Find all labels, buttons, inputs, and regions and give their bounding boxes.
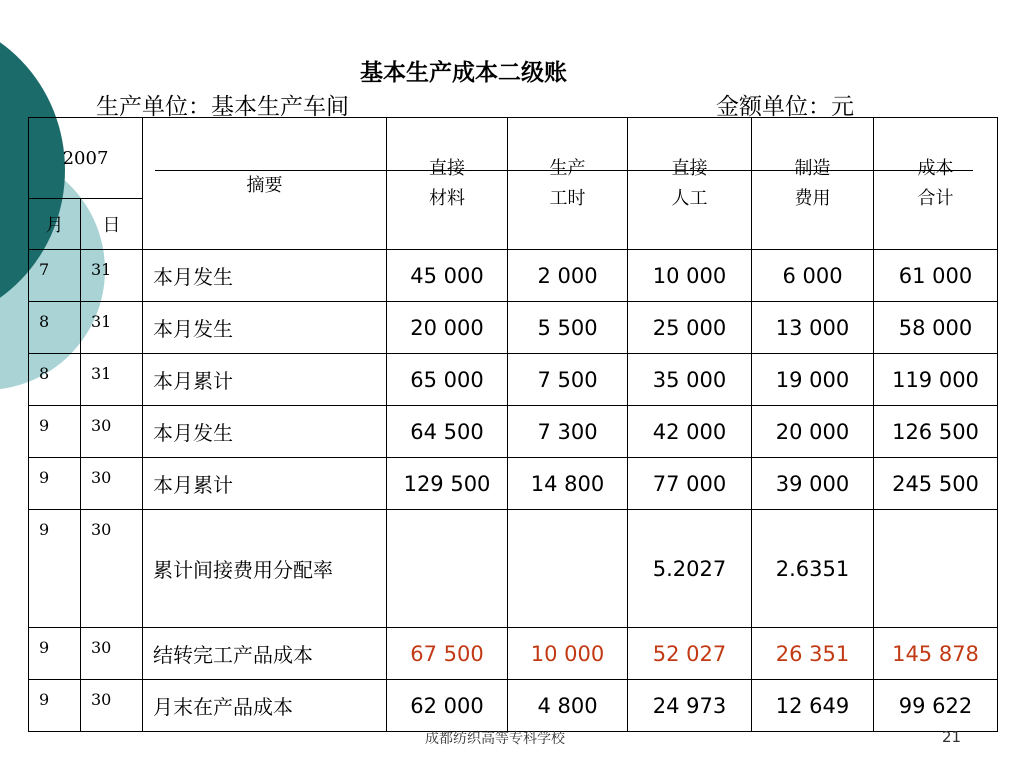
overhead-cell: 19 000 <box>752 354 874 406</box>
total-cost-cell: 245 500 <box>874 458 998 510</box>
summary-cell: 本月发生 <box>143 250 387 302</box>
labor-hours-cell: 2 000 <box>508 250 628 302</box>
labor-hours-cell: 14 800 <box>508 458 628 510</box>
direct-material-cell: 64 500 <box>387 406 508 458</box>
direct-labor-cell: 25 000 <box>628 302 752 354</box>
month-cell: 7 <box>29 250 81 302</box>
cost-ledger-table <box>28 117 998 732</box>
total-cost-cell: 126 500 <box>874 406 998 458</box>
header-line: 人工 <box>671 187 708 209</box>
labor-hours-cell: 5 500 <box>508 302 628 354</box>
labor-hours-cell: 10 000 <box>508 628 628 680</box>
header-line: 费用 <box>794 187 831 209</box>
month-cell: 9 <box>29 458 81 510</box>
direct-labor-cell: 35 000 <box>628 354 752 406</box>
month-header: 月 <box>29 199 81 250</box>
total-cost-cell: 145 878 <box>874 628 998 680</box>
direct-material-cell: 45 000 <box>387 250 508 302</box>
direct-labor-cell: 5.2027 <box>628 510 752 628</box>
month-cell: 8 <box>29 302 81 354</box>
month-cell: 8 <box>29 354 81 406</box>
day-header: 日 <box>81 199 143 250</box>
total-cost-cell <box>874 510 998 628</box>
table-row <box>29 680 998 732</box>
total-cost-cell: 119 000 <box>874 354 998 406</box>
direct-material-header <box>387 118 508 250</box>
table-row <box>29 354 998 406</box>
header-line: 合计 <box>917 187 954 209</box>
direct-labor-cell: 24 973 <box>628 680 752 732</box>
table-row <box>29 458 998 510</box>
day-cell: 30 <box>81 458 143 510</box>
summary-cell: 结转完工产品成本 <box>143 628 387 680</box>
day-cell: 31 <box>81 250 143 302</box>
direct-material-cell <box>387 510 508 628</box>
production-unit-label: 生产单位：基本生产车间 <box>96 94 349 120</box>
header-line: 生产 <box>549 157 586 179</box>
overhead-cell: 2.6351 <box>752 510 874 628</box>
day-cell: 30 <box>81 680 143 732</box>
direct-labor-cell: 10 000 <box>628 250 752 302</box>
summary-cell: 月末在产品成本 <box>143 680 387 732</box>
overhead-cell: 39 000 <box>752 458 874 510</box>
labor-hours-cell: 7 300 <box>508 406 628 458</box>
table-row <box>29 406 998 458</box>
summary-cell: 本月累计 <box>143 354 387 406</box>
header-line: 材料 <box>429 187 465 209</box>
overhead-cell: 13 000 <box>752 302 874 354</box>
header-line: 工时 <box>549 187 586 209</box>
summary-cell: 累计间接费用分配率 <box>143 510 387 628</box>
overhead-cell: 20 000 <box>752 406 874 458</box>
month-cell: 9 <box>29 680 81 732</box>
labor-hours-cell: 7 500 <box>508 354 628 406</box>
overhead-cell: 12 649 <box>752 680 874 732</box>
day-cell: 30 <box>81 510 143 628</box>
overhead-cell: 26 351 <box>752 628 874 680</box>
header-rule-line <box>155 170 973 171</box>
total-cost-header <box>874 118 998 250</box>
direct-labor-cell: 77 000 <box>628 458 752 510</box>
summary-header: 摘要 <box>143 118 387 250</box>
header-line: 直接 <box>671 157 708 179</box>
total-cost-cell: 99 622 <box>874 680 998 732</box>
summary-cell: 本月累计 <box>143 458 387 510</box>
overhead-header <box>752 118 874 250</box>
direct-labor-header <box>628 118 752 250</box>
overhead-cell: 6 000 <box>752 250 874 302</box>
summary-cell: 本月发生 <box>143 302 387 354</box>
header-line: 直接 <box>429 157 465 179</box>
day-cell: 31 <box>81 354 143 406</box>
day-cell: 30 <box>81 628 143 680</box>
total-cost-cell: 58 000 <box>874 302 998 354</box>
month-cell: 9 <box>29 628 81 680</box>
month-cell: 9 <box>29 510 81 628</box>
labor-hours-header <box>508 118 628 250</box>
header-line: 成本 <box>917 157 954 179</box>
table-row <box>29 510 998 628</box>
table-row <box>29 302 998 354</box>
month-cell: 9 <box>29 406 81 458</box>
direct-material-cell: 65 000 <box>387 354 508 406</box>
total-cost-cell: 61 000 <box>874 250 998 302</box>
amount-unit-label: 金额单位：元 <box>716 94 854 120</box>
day-cell: 31 <box>81 302 143 354</box>
table-row <box>29 628 998 680</box>
page-title: 基本生产成本二级账 <box>360 60 567 86</box>
direct-material-cell: 62 000 <box>387 680 508 732</box>
footer-school-name: 成都纺织高等专科学校 <box>425 731 565 747</box>
labor-hours-cell: 4 800 <box>508 680 628 732</box>
header-row <box>29 118 998 199</box>
direct-material-cell: 67 500 <box>387 628 508 680</box>
direct-labor-cell: 42 000 <box>628 406 752 458</box>
ledger-body <box>29 250 998 732</box>
labor-hours-cell <box>508 510 628 628</box>
page-number: 21 <box>942 728 962 746</box>
direct-material-cell: 20 000 <box>387 302 508 354</box>
summary-cell: 本月发生 <box>143 406 387 458</box>
direct-material-cell: 129 500 <box>387 458 508 510</box>
direct-labor-cell: 52 027 <box>628 628 752 680</box>
year-header: 2007 <box>29 118 143 199</box>
table-row <box>29 250 998 302</box>
header-line: 制造 <box>794 157 831 179</box>
day-cell: 30 <box>81 406 143 458</box>
